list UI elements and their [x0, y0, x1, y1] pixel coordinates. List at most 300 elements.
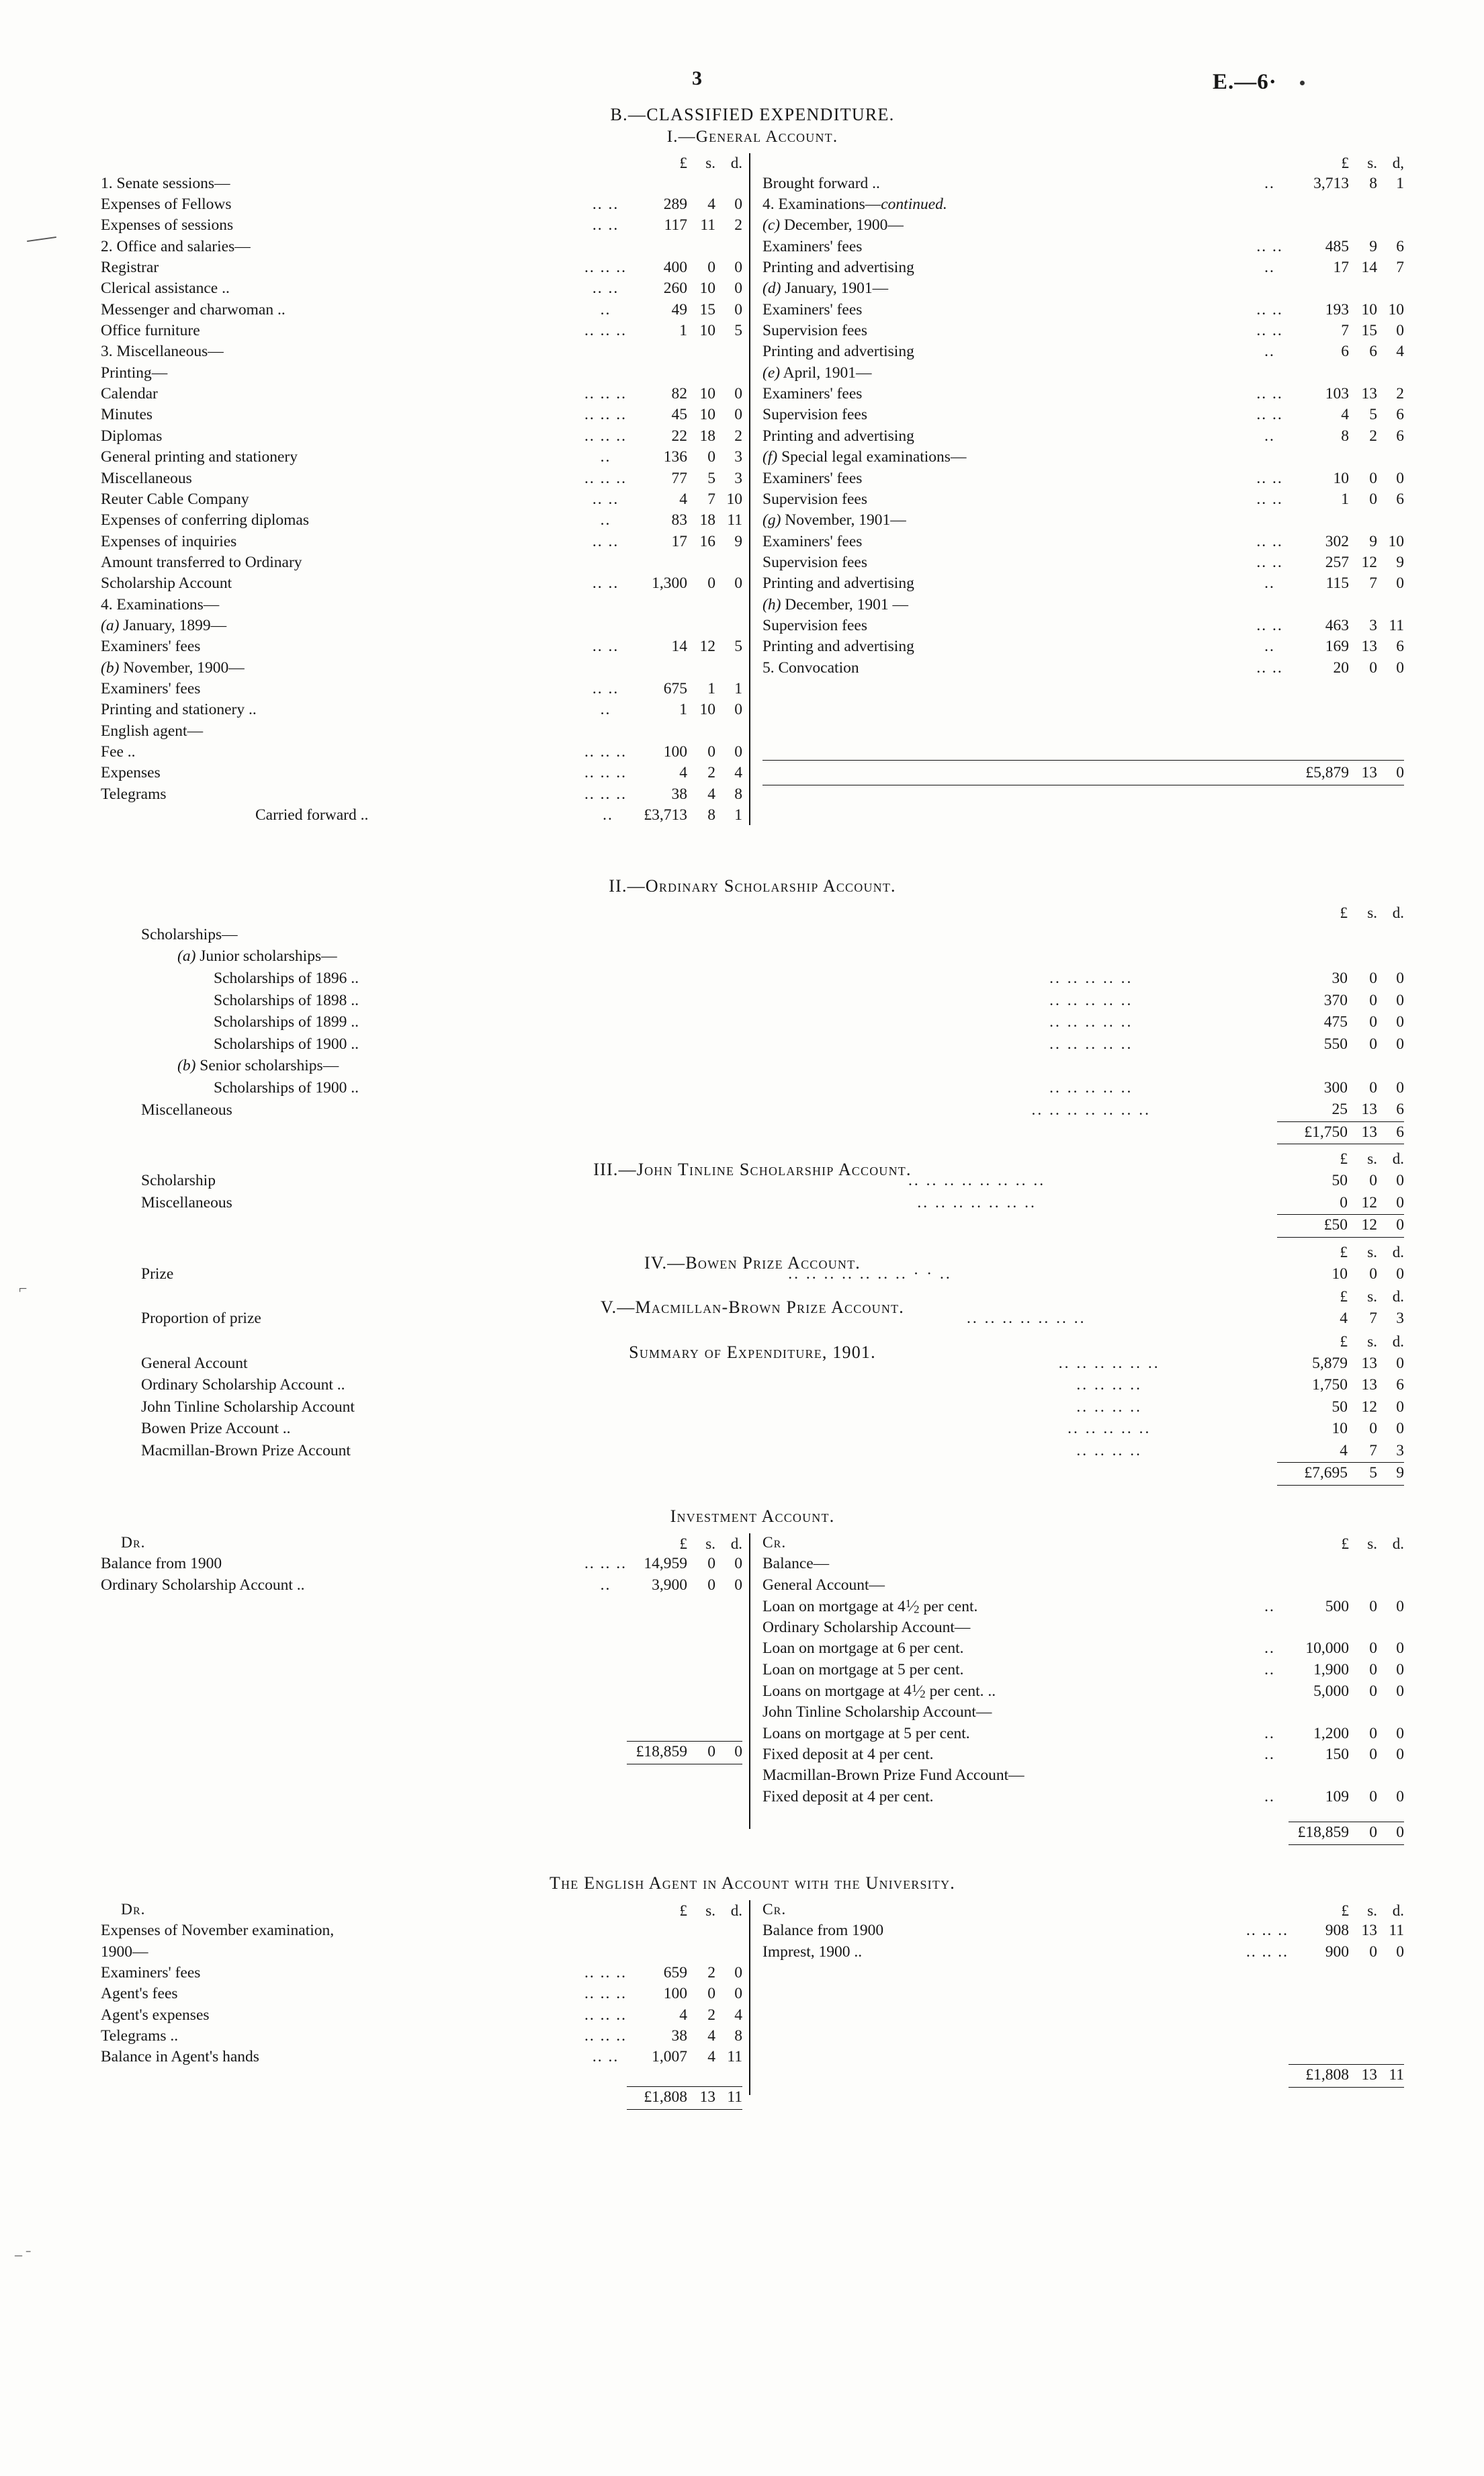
row-label: Proportion of prize: [141, 1310, 261, 1328]
row-pence: 6: [1396, 427, 1404, 445]
row-label: Supervision fees: [762, 322, 867, 340]
row-shillings: 7: [1369, 1310, 1377, 1328]
row-pence: 0: [1396, 1172, 1404, 1190]
row-label: 4. Examinations—: [101, 595, 220, 613]
row-shillings: 11: [700, 216, 715, 234]
row-pounds: 4: [679, 2006, 687, 2024]
row-leader-dots: [584, 616, 627, 637]
row-pence: 0: [1396, 1078, 1404, 1097]
account-row: [101, 511, 742, 531]
account-row: [762, 1921, 1404, 1942]
dr-label: Dr.: [121, 1533, 146, 1551]
row-label: General Account: [141, 1354, 248, 1372]
row-pounds: [627, 237, 687, 258]
header-pence-iv: d.: [1392, 1243, 1404, 1261]
account-row: [101, 1078, 1404, 1100]
row-label: Scholarships of 1898 ..: [214, 991, 359, 1009]
row-leader-dots: ..: [600, 448, 611, 466]
row-shillings: 14: [1361, 259, 1377, 277]
row-label: Examiners' fees: [762, 385, 863, 403]
row-leader-dots: [1251, 447, 1289, 468]
row-leader-dots: [584, 237, 627, 258]
row-label: Scholarships of 1899 ..: [214, 1013, 359, 1031]
header-pence-summary: d.: [1392, 1332, 1404, 1350]
row-label: Examiners' fees: [762, 532, 863, 550]
row-leader-dots: [1251, 1554, 1289, 1575]
row-pence: [1377, 279, 1404, 300]
row-leader-dots: [584, 595, 627, 616]
row-pounds: 5,879: [1312, 1354, 1348, 1372]
summary-total-pence: 9: [1377, 1463, 1404, 1486]
header-pounds-v: £: [1340, 1288, 1348, 1306]
row-pounds: 83: [671, 511, 687, 529]
row-leader-dots: .. .. ..: [1246, 1922, 1289, 1940]
account-row: [101, 990, 1404, 1013]
row-pounds: 1,300: [652, 574, 687, 593]
inv-cr-header-pounds: £: [1341, 1535, 1349, 1552]
row-shillings: 12: [1361, 1193, 1377, 1211]
row-pounds: 100: [663, 1985, 687, 2003]
account-row: [101, 195, 742, 216]
row-label: Clerical assistance ..: [101, 280, 230, 298]
row-shillings: 0: [707, 1576, 715, 1594]
row-pence: [715, 237, 742, 258]
row-shillings: 5: [707, 469, 715, 487]
row-label: Printing and advertising: [762, 259, 914, 277]
row-label: Miscellaneous: [141, 1101, 232, 1119]
row-pounds: 17: [671, 532, 687, 550]
row-pounds: 475: [1323, 1013, 1348, 1031]
carried-forward-label: Carried forward ..: [255, 806, 369, 824]
row-leader-dots: ..: [1264, 1639, 1275, 1658]
account-row: [101, 2006, 742, 2026]
header-pounds-iii: £: [1340, 1150, 1348, 1168]
general-account-right-rows: [762, 153, 1404, 679]
row-shillings: [1349, 447, 1377, 468]
row-shillings: 10: [699, 701, 715, 719]
account-row: [762, 1596, 1404, 1618]
row-pounds: 1: [679, 701, 687, 719]
row-pounds: 8: [1341, 427, 1349, 445]
row-leader-dots: .. .. .. .. ..: [1049, 969, 1133, 987]
row-pence: [715, 174, 742, 195]
account-row: [762, 174, 1404, 195]
row-pence: [715, 364, 742, 384]
column-header-row-iv: [101, 1242, 1404, 1264]
row-shillings: 1: [707, 679, 715, 697]
header-pence: d.: [730, 155, 742, 171]
row-pence: 0: [734, 406, 742, 424]
row-pounds: 1,200: [1313, 1724, 1349, 1742]
row-pence: 0: [734, 259, 742, 277]
row-pence: 6: [1396, 490, 1404, 508]
account-row: [762, 637, 1404, 658]
row-shillings: [1349, 216, 1377, 237]
account-row: [101, 1943, 742, 1963]
investment-cr-total: [762, 1822, 1404, 1846]
row-leader-dots: .. ..: [1256, 469, 1283, 487]
row-pence: 6: [1396, 638, 1404, 656]
row-leader-dots: ..: [600, 511, 611, 529]
account-row: [762, 1554, 1404, 1575]
row-pounds: 38: [671, 785, 687, 803]
account-row: [762, 195, 1404, 216]
row-leader-dots: .. .. .. .. .. .. ..: [1031, 1101, 1151, 1119]
row-pence: 1: [734, 679, 742, 697]
row-shillings: 13: [1361, 1376, 1377, 1394]
row-pounds: 1: [679, 322, 687, 340]
account-row: [762, 427, 1404, 447]
account-row: [101, 763, 742, 784]
row-pounds: 17: [1333, 259, 1349, 277]
row-label: Ordinary Scholarship Account ..: [141, 1376, 345, 1394]
row-shillings: 12: [699, 638, 715, 656]
row-shillings: 0: [1369, 1265, 1377, 1283]
inv-cr-total-pounds: £18,859: [1297, 1824, 1349, 1842]
agent-cr-column: [762, 1900, 1404, 2088]
row-leader-dots: [584, 174, 627, 195]
row-pence: 3: [1396, 1441, 1404, 1459]
general-total-shillings: 13: [1361, 764, 1377, 782]
account-row: [101, 1056, 1404, 1078]
row-label: (b) Senior scholarships—: [177, 1057, 339, 1075]
row-label: John Tinline Scholarship Account—: [762, 1703, 992, 1721]
row-leader-dots: [1251, 1681, 1289, 1703]
account-row: [762, 237, 1404, 258]
row-shillings: [687, 1943, 715, 1963]
row-leader-dots: ..: [1264, 1745, 1275, 1763]
row-pounds: 14,959: [644, 1555, 687, 1573]
account-row: [762, 405, 1404, 426]
account-row: [762, 469, 1404, 490]
row-label: General Account—: [762, 1576, 885, 1594]
row-leader-dots: .. .. ..: [584, 259, 627, 277]
row-leader-dots: [1251, 595, 1289, 616]
row-shillings: 10: [699, 406, 715, 424]
account-row: [101, 637, 742, 658]
macmillan-heading: V.—Macmillan-Brown Prize Account.: [601, 1297, 904, 1318]
account-row: [101, 1554, 742, 1575]
account-row: [101, 364, 742, 384]
inv-cr-header-shillings: s.: [1367, 1535, 1377, 1552]
row-pounds: 463: [1325, 616, 1349, 634]
row-leader-dots: .. ..: [592, 532, 619, 550]
row-pence: 0: [734, 280, 742, 298]
account-row: [762, 532, 1404, 553]
row-shillings: 13: [1361, 1101, 1377, 1119]
header-shillings: s.: [705, 155, 715, 171]
row-label: Examiners' fees: [762, 237, 863, 255]
row-pounds: 77: [671, 469, 687, 487]
row-leader-dots: .. ..: [592, 679, 619, 697]
row-label: Examiners' fees: [762, 469, 863, 487]
row-shillings: 12: [1361, 1398, 1377, 1416]
row-leader-dots: [906, 946, 1277, 968]
account-row: [762, 658, 1404, 679]
row-pence: 5: [734, 638, 742, 656]
row-label: Messenger and charwoman ..: [101, 300, 286, 318]
row-label: Agent's expenses: [101, 2006, 210, 2024]
account-row: [101, 1170, 1404, 1193]
row-label: Printing and stationery ..: [101, 701, 257, 719]
row-leader-dots: .. .. .. ..: [1076, 1376, 1143, 1394]
row-leader-dots: [584, 364, 627, 384]
account-row: [101, 1921, 742, 1942]
row-shillings: [1348, 946, 1377, 968]
account-row: [101, 1576, 742, 1596]
account-row: [101, 742, 742, 763]
row-pence: [1377, 447, 1404, 468]
row-pence: 0: [1396, 322, 1404, 340]
general-account-total: [762, 760, 1404, 786]
row-label: Scholarships of 1900 ..: [214, 1078, 359, 1097]
row-pence: 0: [1396, 1013, 1404, 1031]
row-pence: 0: [1396, 1420, 1404, 1438]
row-label: Loan on mortgage at $4^1⁄2$ per cent.: [762, 1596, 978, 1616]
investment-heading: Investment Account.: [670, 1506, 835, 1526]
row-pence: [1377, 1576, 1404, 1596]
row-shillings: 10: [1361, 300, 1377, 318]
row-pounds: 1,750: [1312, 1376, 1348, 1394]
row-pounds: 22: [671, 427, 687, 445]
row-pence: 0: [1396, 574, 1404, 593]
row-leader-dots: [1251, 1766, 1289, 1787]
row-label: Supervision fees: [762, 616, 867, 634]
row-label: (h) December, 1901 —: [762, 595, 909, 613]
header-pence-iii: d.: [1392, 1150, 1404, 1168]
account-row: [101, 174, 742, 195]
row-label: Reuter Cable Company: [101, 490, 249, 508]
account-row: [101, 1375, 1404, 1397]
investment-dr-total: [101, 1741, 742, 1765]
row-pence: 2: [734, 216, 742, 234]
row-pounds: 4: [1340, 1441, 1348, 1459]
row-label: (b) November, 1900—: [101, 658, 245, 677]
row-shillings: 0: [1369, 1745, 1377, 1763]
account-row: [101, 237, 742, 258]
row-pence: 4: [734, 2006, 742, 2024]
row-pounds: [627, 174, 687, 195]
account-row: [762, 1745, 1404, 1766]
row-pence: 0: [734, 574, 742, 593]
carried-forward-row: [101, 806, 742, 826]
account-row: [762, 279, 1404, 300]
account-row: [762, 258, 1404, 279]
row-shillings: 0: [1369, 1660, 1377, 1678]
row-pounds: 20: [1333, 658, 1349, 677]
row-leader-dots: .. .. ..: [584, 385, 627, 403]
row-pounds: [1289, 1766, 1349, 1787]
row-pounds: [627, 616, 687, 637]
row-pence: [715, 1921, 742, 1942]
row-pounds: 45: [671, 406, 687, 424]
row-pence: 0: [1396, 1354, 1404, 1372]
row-label: 5. Convocation: [762, 658, 859, 677]
row-shillings: [687, 722, 715, 742]
header-pounds-right: £: [1341, 155, 1349, 171]
investment-dr-rows: [101, 1533, 742, 1596]
account-row: [762, 342, 1404, 363]
row-pence: 0: [1396, 1660, 1404, 1678]
tinline-table: [101, 1149, 1404, 1241]
row-pence: 9: [1396, 553, 1404, 571]
row-label: (f) Special legal examinations—: [762, 448, 967, 466]
account-row: [101, 447, 742, 468]
inv-cr-header-pence: d.: [1392, 1535, 1404, 1552]
account-row: [762, 1766, 1404, 1787]
row-pounds: [1277, 925, 1348, 947]
summary-rows: [101, 1332, 1404, 1489]
row-pence: 0: [1396, 1193, 1404, 1211]
section-b-heading: B.—CLASSIFIED EXPENDITURE.: [610, 105, 895, 124]
header-shillings-ii: s.: [1367, 904, 1377, 921]
account-row: [101, 946, 1404, 968]
row-pounds: 82: [671, 385, 687, 403]
macmillan-rows: [101, 1287, 1404, 1330]
row-shillings: [1349, 595, 1377, 616]
row-label: Office furniture: [101, 322, 200, 340]
account-row: [101, 1963, 742, 1984]
row-pence: [1377, 364, 1404, 384]
account-row: [762, 1787, 1404, 1808]
row-leader-dots: ..: [600, 300, 611, 318]
row-shillings: 2: [707, 2006, 715, 2024]
row-pounds: 49: [671, 300, 687, 318]
agent-cr-total-pounds: £1,808: [1305, 2066, 1349, 2084]
row-label: Balance from 1900: [762, 1922, 884, 1940]
row-pounds: [1289, 1703, 1349, 1723]
row-label: 3. Miscellaneous—: [101, 343, 224, 361]
row-label: Fixed deposit at 4 per cent.: [762, 1787, 934, 1805]
row-pence: 1: [1396, 174, 1404, 192]
row-shillings: 7: [1369, 574, 1377, 593]
tinline-total-pence: 0: [1377, 1215, 1404, 1238]
row-shillings: 0: [1369, 1172, 1377, 1190]
row-leader-dots: .. .. ..: [1246, 1943, 1289, 1961]
row-label: Fee ..: [101, 742, 136, 761]
column-header-row-iii: [101, 1149, 1404, 1170]
row-shillings: 0: [707, 448, 715, 466]
row-shillings: 5: [1369, 406, 1377, 424]
row-pounds: 659: [663, 1963, 687, 1981]
row-label: Printing and advertising: [762, 574, 914, 593]
row-pounds: 6: [1341, 343, 1349, 361]
row-pence: 0: [734, 385, 742, 403]
row-leader-dots: .. .. ..: [584, 469, 627, 487]
row-pounds: 300: [1323, 1078, 1348, 1097]
row-leader-dots: [1251, 1618, 1289, 1639]
row-leader-dots: .. .. ..: [584, 2027, 627, 2045]
row-shillings: [1349, 279, 1377, 300]
row-pounds: 50: [1332, 1398, 1348, 1416]
general-total-pounds: £5,879: [1305, 764, 1349, 782]
agent-dr-header-shillings: s.: [705, 1902, 715, 1919]
row-shillings: 12: [1361, 553, 1377, 571]
row-shillings: 0: [707, 574, 715, 593]
row-leader-dots: [1251, 216, 1289, 237]
account-row: [762, 1576, 1404, 1596]
row-pence: 0: [1396, 1035, 1404, 1053]
row-leader-dots: .. ..: [1256, 553, 1283, 571]
account-row: [101, 1099, 1404, 1121]
row-pence: 0: [1396, 969, 1404, 987]
row-leader-dots: [1251, 195, 1289, 216]
row-leader-dots: .. .. .. .. .. .. ..: [966, 1310, 1086, 1328]
row-pounds: 550: [1323, 1035, 1348, 1053]
row-leader-dots: .. .. .. .. .. ..: [1058, 1354, 1160, 1372]
row-leader-dots: .. ..: [592, 638, 619, 656]
row-shillings: 0: [1369, 1035, 1377, 1053]
summary-total-row: [101, 1463, 1404, 1486]
row-leader-dots: [906, 1056, 1277, 1078]
row-leader-dots: .. .. ..: [584, 1555, 627, 1573]
row-pounds: 900: [1325, 1943, 1349, 1961]
os-total-pounds: £1,750: [1277, 1121, 1348, 1144]
agent-cr-total-pence: 11: [1389, 2066, 1404, 2084]
agent-cr-label: Cr.: [762, 1900, 787, 1918]
row-label: Registrar: [101, 259, 159, 277]
agent-account-table: [101, 1900, 1404, 2115]
account-row: [101, 1418, 1404, 1441]
row-shillings: [687, 237, 715, 258]
row-pence: [1377, 595, 1404, 616]
row-pounds: 10: [1332, 1420, 1348, 1438]
row-pence: [715, 722, 742, 742]
account-row: [101, 1193, 1404, 1215]
row-pence: [1377, 195, 1404, 216]
row-pounds: [627, 553, 687, 574]
row-label: Expenses of conferring diplomas: [101, 511, 309, 529]
row-shillings: [687, 364, 715, 384]
agent-dr-rows: [101, 1900, 742, 2069]
account-row: [762, 616, 1404, 637]
agent-dr-column: [101, 1900, 742, 2110]
row-shillings: [1349, 1703, 1377, 1723]
row-pence: 0: [734, 1555, 742, 1573]
row-pence: 0: [1396, 1943, 1404, 1961]
row-leader-dots: .. ..: [1256, 385, 1283, 403]
row-leader-dots: .. .. .. .. .. .. .. ..: [908, 1172, 1046, 1190]
row-leader-dots: .. .. ..: [584, 1963, 627, 1981]
row-pounds: 7: [1341, 322, 1349, 340]
row-leader-dots: [584, 342, 627, 363]
row-leader-dots: .. .. .. .. ..: [1049, 991, 1133, 1009]
row-shillings: 10: [699, 322, 715, 340]
row-shillings: 0: [707, 259, 715, 277]
row-leader-dots: .. .. ..: [584, 2006, 627, 2024]
row-pounds: [627, 722, 687, 742]
account-row: [762, 1724, 1404, 1745]
row-shillings: 0: [1369, 1078, 1377, 1097]
inv-dr-total-pence: 0: [734, 1743, 742, 1761]
row-label: Scholarships of 1896 ..: [214, 969, 359, 987]
ordinary-scholarship-total-row: [101, 1121, 1404, 1144]
account-row: [101, 427, 742, 447]
row-shillings: [1348, 1056, 1377, 1078]
account-row: [762, 216, 1404, 237]
row-shillings: 0: [1369, 1013, 1377, 1031]
row-leader-dots: [1251, 364, 1289, 384]
agent-dr-total: [101, 2086, 742, 2110]
row-shillings: 9: [1369, 532, 1377, 550]
agent-cr-header: [762, 1900, 1404, 1921]
row-shillings: 0: [1369, 1724, 1377, 1742]
row-label: Ordinary Scholarship Account ..: [101, 1576, 305, 1594]
row-shillings: 0: [1369, 969, 1377, 987]
row-pence: 0: [734, 1985, 742, 2003]
agent-cr-header-pence: d.: [1392, 1902, 1404, 1919]
row-pence: 0: [734, 196, 742, 214]
